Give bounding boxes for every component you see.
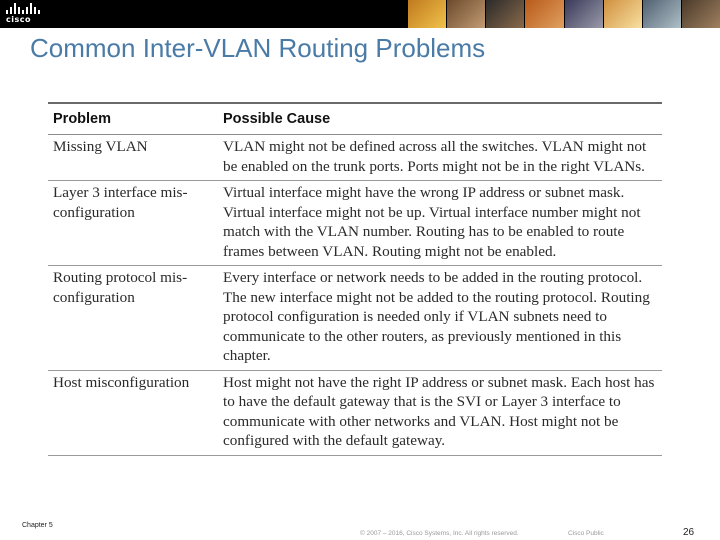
cisco-logo-bars-icon	[6, 3, 44, 14]
table-header	[48, 104, 662, 135]
classification-label: Cisco Public	[568, 530, 604, 537]
problem-cell: Host misconfiguration	[53, 373, 190, 391]
banner-photo	[682, 0, 720, 28]
table-row	[48, 266, 662, 371]
banner-photo	[447, 0, 485, 28]
banner-photo	[565, 0, 603, 28]
top-banner	[0, 0, 720, 28]
banner-photo	[525, 0, 563, 28]
problems-table	[48, 104, 662, 456]
table-row	[48, 135, 662, 181]
column-header-cause: Possible Cause	[223, 111, 331, 127]
cause-cell: Virtual interface might have the wrong IP address or subnet mask. Virtual interface might not be up. Virtual interface number might not match with the VLAN number. Routing has to be enabled to route frames between VLAN. Routing might not be enabled.	[223, 184, 641, 260]
banner-photo	[408, 0, 446, 28]
banner-photo	[604, 0, 642, 28]
problem-cell: Layer 3 interface mis-configuration	[53, 184, 188, 221]
chapter-label: Chapter 5	[22, 522, 53, 529]
slide-title: Common Inter-VLAN Routing Problems	[30, 33, 486, 63]
cause-cell: Every interface or network needs to be added in the routing protocol. The new interface might not be added to the routing protocol. Routing protocol configuration is needed only if VLAN subnets need to communicate to the other routers, as previously mentioned in this chapter.	[223, 269, 650, 364]
cisco-logo	[6, 3, 44, 25]
problem-cell: Routing protocol mis-configuration	[53, 269, 188, 306]
column-header-problem: Problem	[53, 111, 112, 127]
cause-cell: Host might not have the right IP address or subnet mask. Each host has to have the default gateway that is the SVI or Layer 3 interface to communicate with other networks and VLAN. Host might not be configured with the default gateway.	[223, 373, 655, 449]
table-row	[48, 371, 662, 456]
page-number: 26	[683, 527, 695, 538]
banner-photo	[486, 0, 524, 28]
cisco-logo-text: cisco	[6, 15, 31, 24]
problem-cell: Missing VLAN	[53, 138, 148, 155]
photo-strip	[408, 0, 720, 28]
cause-cell: VLAN might not be defined across all the switches. VLAN might not be enabled on the trunk ports. Ports might not be in the right VLANs.	[223, 138, 647, 175]
table-row	[48, 181, 662, 266]
copyright-notice: © 2007 – 2016, Cisco Systems, Inc. All rights reserved.	[360, 530, 519, 537]
banner-photo	[643, 0, 681, 28]
